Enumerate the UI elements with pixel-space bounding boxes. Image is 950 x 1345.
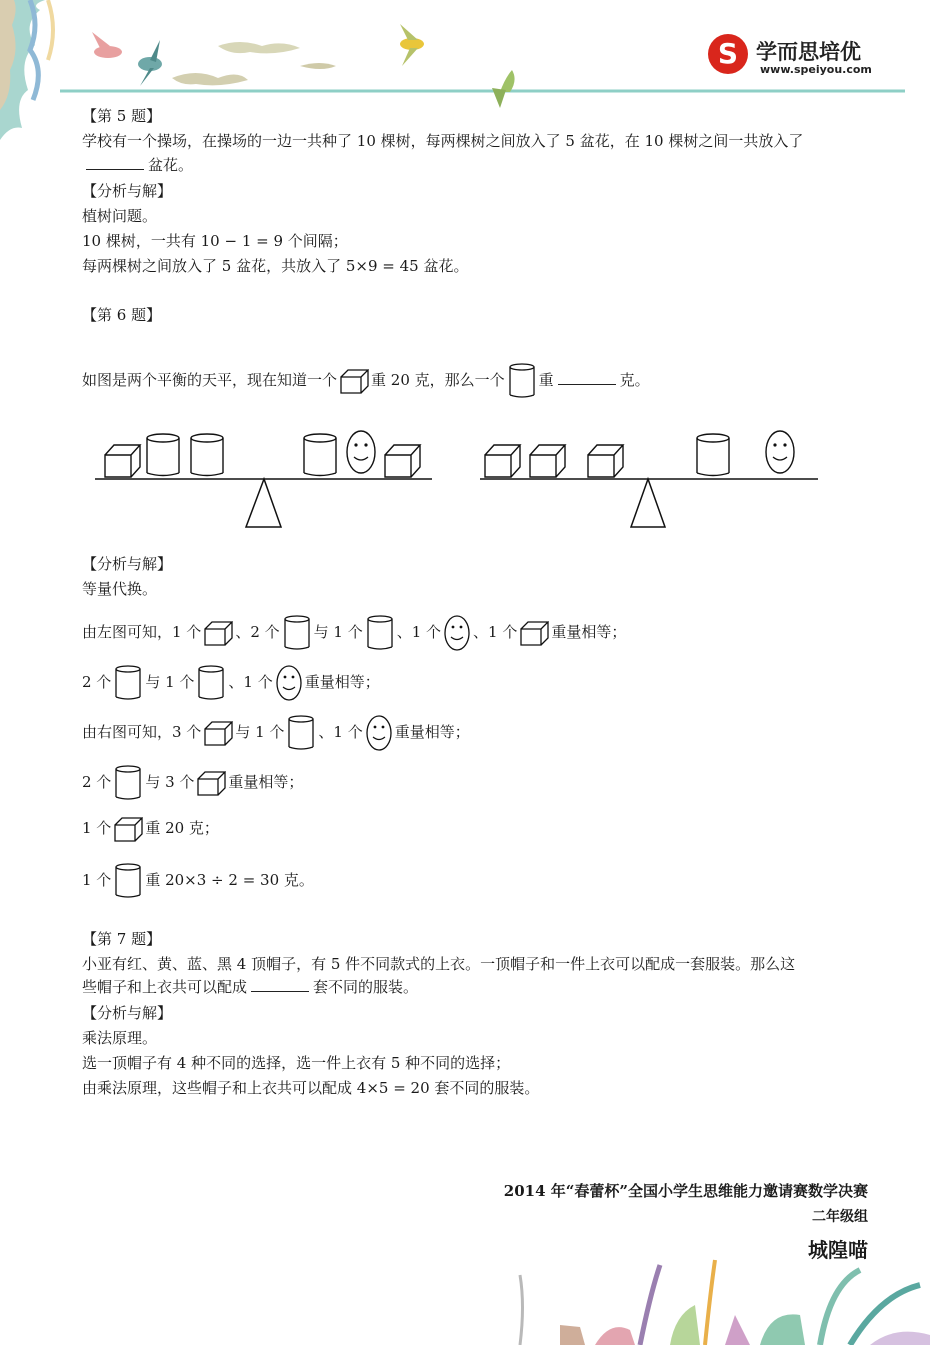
brand-logo[interactable] <box>708 34 748 74</box>
q6-reason-6: 1 个 重 20×3 ÷ 2 = 30 克。 <box>82 860 314 900</box>
face-shape <box>347 431 375 473</box>
cylinder-icon <box>365 614 395 652</box>
cylinder-icon <box>286 714 316 752</box>
cube-icon <box>113 815 143 843</box>
brand-name: 学而思培优 <box>756 40 861 64</box>
balance-figures <box>80 415 840 535</box>
q6-reason-4: 2 个 与 3 个 重量相等； <box>82 762 303 802</box>
right-balance <box>480 431 818 527</box>
q6-reason-2: 2 个 与 1 个 、1 个 重量相等； <box>82 662 380 702</box>
answer-blank <box>558 370 616 385</box>
face-icon <box>365 714 393 752</box>
q5-analysis-1: 植树问题。 <box>82 207 158 225</box>
cylinder-icon <box>113 664 143 702</box>
face-shape <box>766 431 794 473</box>
q5-analysis-title: 【分析与解】 <box>82 182 173 200</box>
q6-reason-1: 由左图可知，1 个 、2 个 与 1 个 、1 个 、1 个 重量相等； <box>82 612 626 652</box>
q7-analysis-1: 乘法原理。 <box>82 1029 158 1047</box>
q5-title: 【第 5 题】 <box>82 107 162 125</box>
footer-decoration <box>500 1255 950 1345</box>
q5-analysis-2: 10 棵树，一共有 10 − 1 = 9 个间隔； <box>82 232 348 250</box>
cylinder-icon <box>113 862 143 900</box>
q7-analysis-3: 由乘法原理，这些帽子和上衣共可以配成 4×5 = 20 套不同的服装。 <box>82 1079 540 1097</box>
cube-shape <box>588 445 623 477</box>
author-signature: 城隍喵 <box>808 1238 868 1262</box>
face-icon <box>275 664 303 702</box>
competition-title: 2014 年“春蕾杯”全国小学生思维能力邀请赛数学决赛 <box>503 1182 868 1200</box>
cylinder-icon <box>196 664 226 702</box>
cylinder-shape <box>304 434 336 476</box>
answer-blank <box>86 155 144 170</box>
q5-analysis-3: 每两棵树之间放入了 5 盆花，共放入了 5×9 = 45 盆花。 <box>82 257 469 275</box>
q7-analysis-2: 选一顶帽子有 4 种不同的选择，选一件上衣有 5 种不同的选择； <box>82 1054 511 1072</box>
q7-analysis-title: 【分析与解】 <box>82 1004 173 1022</box>
answer-blank <box>251 977 309 992</box>
q6-reason-5: 1 个 重 20 克； <box>82 808 219 848</box>
cylinder-shape <box>191 434 223 476</box>
q7-title: 【第 7 题】 <box>82 930 162 948</box>
cube-shape <box>385 445 420 477</box>
cube-shape <box>530 445 565 477</box>
cylinder-icon <box>113 764 143 802</box>
cube-icon <box>519 619 549 647</box>
logo-mark: S <box>708 34 748 74</box>
cube-shape <box>105 445 140 477</box>
cube-icon <box>203 719 233 747</box>
grade-label: 二年级组 <box>812 1209 868 1225</box>
brand-url: www.speiyou.com <box>760 63 872 76</box>
cube-icon <box>196 769 226 797</box>
cylinder-icon <box>507 362 537 400</box>
left-balance <box>95 431 432 527</box>
q5-text: 学校有一个操场，在操场的一边一共种了 10 棵树，每两棵树之间放入了 5 盆花，在 10 棵树之间一共放入了 <box>82 132 804 150</box>
q7-text-2: 些帽子和上衣共可以配成 套不同的服装。 <box>82 978 419 996</box>
cube-icon <box>339 367 369 395</box>
q6-analysis-title: 【分析与解】 <box>82 555 173 573</box>
q5-text-2: 盆花。 <box>82 155 193 175</box>
cube-icon <box>203 619 233 647</box>
q6-question: 如图是两个平衡的天平，现在知道一个 重 20 克，那么一个 重 克。 <box>82 362 650 400</box>
q7-text: 小亚有红、黄、蓝、黑 4 顶帽子，有 5 件不同款式的上衣。一顶帽子和一件上衣可以配成一套服装。那么这 <box>82 955 796 973</box>
cylinder-shape <box>697 434 729 476</box>
cube-shape <box>485 445 520 477</box>
cylinder-shape <box>147 434 179 476</box>
cylinder-icon <box>282 614 312 652</box>
q6-title: 【第 6 题】 <box>82 306 162 324</box>
face-icon <box>443 614 471 652</box>
q6-method: 等量代换。 <box>82 580 158 598</box>
q6-reason-3: 由右图可知，3 个 与 1 个 、1 个 重量相等； <box>82 712 470 752</box>
